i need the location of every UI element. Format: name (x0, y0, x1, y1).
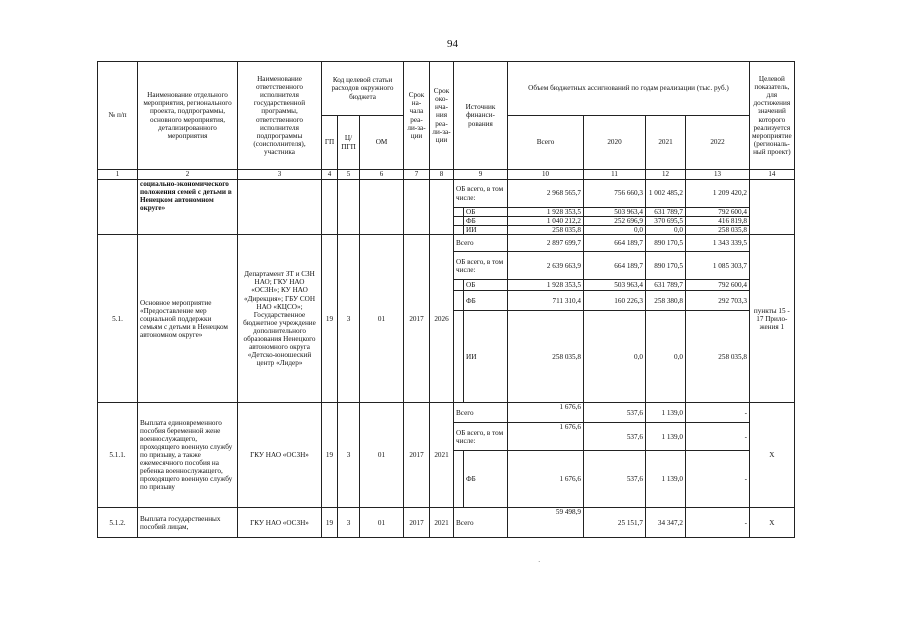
total-cell: 2 897 699,7 (508, 235, 584, 252)
y2022-cell: 1 343 339,5 (686, 235, 750, 252)
header-volume-group: Объем бюджетных ассигнований по годам реализации (тыс. руб.) (508, 62, 750, 116)
row-name: Выплата государственных пособий лицам, (138, 508, 238, 538)
y2021-cell: 890 170,5 (646, 235, 686, 252)
total-cell: 711 310,4 (508, 291, 584, 311)
header-name: Наименование отдельного мероприятия, регионального проекта, подпрограммы, основного мероприятия, детализированного мероприятия (138, 62, 238, 170)
source-cell: ОБ всего, в том числе: (454, 252, 508, 280)
header-end: Срок око-нча-ния реа-ли-за-ции (430, 62, 454, 170)
header-code-gp: ГП (322, 116, 338, 170)
y2022-cell: 1 209 420,2 (686, 180, 750, 208)
end-year: 2026 (430, 235, 454, 403)
y2022-cell: 1 085 303,7 (686, 252, 750, 280)
y2021-cell: 1 139,0 (646, 403, 686, 423)
page-number: 94 (447, 38, 458, 50)
y2020-cell: 664 189,7 (584, 235, 646, 252)
row-executor: Департамент ЗТ и СЗН НАО; ГКУ НАО «ОСЗН»; КУ НАО «Дирекция»; ГБУ СОН НАО «КЦСО»; Государственное бюджетное учреждение дополнительного образования Ненецкого автономного округа «Детско-юношеский центр «Лидер» (238, 235, 322, 403)
end-year: 2021 (430, 403, 454, 508)
y2022-cell: 792 600,4 (686, 208, 750, 217)
y2022-cell: 258 035,8 (686, 311, 750, 403)
source-cell: ФБ (464, 291, 508, 311)
row-number: 5.1. (98, 235, 138, 403)
row-name: Выплата единовременного пособия беременной жене военнослужащего, проходящего военную службу по призыву, а также ежемесячного пособия на ребенка военнослужащего, проходящего военную службу по призыву (138, 403, 238, 508)
source-cell: Всего (454, 235, 508, 252)
y2022-cell: 416 819,8 (686, 217, 750, 226)
budget-table (97, 61, 795, 538)
start-year: 2017 (404, 508, 430, 538)
y2022-cell: 292 703,3 (686, 291, 750, 311)
y2021-cell: 258 380,8 (646, 291, 686, 311)
total-cell: 258 035,8 (508, 311, 584, 403)
col-number: 12 (646, 170, 686, 180)
header-num: № п/п (98, 62, 138, 170)
row-name: социально-экономического положения семей с детьми в Ненецком автономном округе» (138, 180, 238, 235)
header-year-2020: 2020 (584, 116, 646, 170)
y2022-cell: - (686, 423, 750, 451)
y2020-cell: 756 660,3 (584, 180, 646, 208)
code-gp: 19 (322, 508, 338, 538)
total-cell: 2 968 565,7 (508, 180, 584, 208)
source-cell: ФБ (464, 451, 508, 508)
code-om: 01 (360, 403, 404, 508)
header-code-om: ОМ (360, 116, 404, 170)
table-row (98, 235, 795, 252)
total-cell: 258 035,8 (508, 226, 584, 235)
start-year: 2017 (404, 403, 430, 508)
col-number: 11 (584, 170, 646, 180)
target-cell: Х (750, 508, 795, 538)
source-cell: ОБ всего, в том числе: (454, 423, 508, 451)
total-cell: 1 928 353,5 (508, 280, 584, 291)
y2020-cell: 537,6 (584, 403, 646, 423)
y2022-cell: - (686, 508, 750, 538)
row-executor: ГКУ НАО «ОСЗН» (238, 508, 322, 538)
header-target: Целевой показатель, для достижения значений которого реализуется мероприятие (региональ-ный проект) (750, 62, 795, 170)
source-cell: ОБ (464, 280, 508, 291)
scan-mark: · (538, 558, 541, 566)
total-cell: 1 040 212,2 (508, 217, 584, 226)
header-code-group: Код целевой статьи расходов окружного бюджета (322, 62, 404, 116)
start-year: 2017 (404, 235, 430, 403)
col-number: 4 (322, 170, 338, 180)
row-executor: ГКУ НАО «ОСЗН» (238, 403, 322, 508)
code-gp: 19 (322, 403, 338, 508)
y2021-cell: 1 139,0 (646, 451, 686, 508)
table-row (98, 403, 795, 423)
col-number: 8 (430, 170, 454, 180)
total-cell: 1 928 353,5 (508, 208, 584, 217)
code-gp: 19 (322, 235, 338, 403)
y2021-cell: 631 789,7 (646, 208, 686, 217)
code-om: 01 (360, 508, 404, 538)
total-cell: 1 676,6 (508, 403, 584, 423)
y2020-cell: 0,0 (584, 311, 646, 403)
y2020-cell: 664 189,7 (584, 252, 646, 280)
total-cell: 1 676,6 (508, 423, 584, 451)
y2021-cell: 0,0 (646, 226, 686, 235)
y2021-cell: 370 695,5 (646, 217, 686, 226)
y2020-cell: 537,6 (584, 423, 646, 451)
col-number: 13 (686, 170, 750, 180)
y2021-cell: 34 347,2 (646, 508, 686, 538)
y2022-cell: - (686, 403, 750, 423)
code-pgp: 3 (338, 403, 360, 508)
header-executor: Наименование ответственного исполнителя государственной программы, ответственного исполнителя подпрограммы (соисполнителя), участника (238, 62, 322, 170)
col-number: 14 (750, 170, 795, 180)
table-row (98, 180, 795, 208)
target-cell: пункты 15 - 17 Прило-жения 1 (750, 235, 795, 403)
code-om: 01 (360, 235, 404, 403)
y2020-cell: 0,0 (584, 226, 646, 235)
header-total: Всего (508, 116, 584, 170)
source-cell: Всего (454, 403, 508, 423)
end-year: 2021 (430, 508, 454, 538)
total-cell: 2 639 663,9 (508, 252, 584, 280)
code-pgp: 3 (338, 235, 360, 403)
header-source: Источник финанси-рования (454, 62, 508, 170)
y2021-cell: 890 170,5 (646, 252, 686, 280)
source-cell: ИИ (464, 311, 508, 403)
col-number: 10 (508, 170, 584, 180)
row-number: 5.1.2. (98, 508, 138, 538)
source-cell: ФБ (464, 217, 508, 226)
col-number: 5 (338, 170, 360, 180)
y2020-cell: 160 226,3 (584, 291, 646, 311)
header-start: Срок на-чала реа-ли-за-ции (404, 62, 430, 170)
col-number: 1 (98, 170, 138, 180)
code-pgp: 3 (338, 508, 360, 538)
source-cell: ИИ (464, 226, 508, 235)
total-cell: 59 498,9 (508, 508, 584, 538)
y2022-cell: 792 600,4 (686, 280, 750, 291)
y2020-cell: 252 696,9 (584, 217, 646, 226)
source-cell: ОБ (464, 208, 508, 217)
total-cell: 1 676,6 (508, 451, 584, 508)
source-cell: ОБ всего, в том числе: (454, 180, 508, 208)
y2020-cell: 503 963,4 (584, 280, 646, 291)
y2020-cell: 25 151,7 (584, 508, 646, 538)
col-number: 9 (454, 170, 508, 180)
col-number: 7 (404, 170, 430, 180)
header-code-pgp: Ц/ ПГП (338, 116, 360, 170)
source-cell: Всего (454, 508, 508, 538)
target-cell: Х (750, 403, 795, 508)
y2022-cell: - (686, 451, 750, 508)
header-year-2021: 2021 (646, 116, 686, 170)
y2021-cell: 631 789,7 (646, 280, 686, 291)
y2021-cell: 1 002 485,2 (646, 180, 686, 208)
y2021-cell: 1 139,0 (646, 423, 686, 451)
y2022-cell: 258 035,8 (686, 226, 750, 235)
table-row (98, 508, 795, 538)
col-number: 6 (360, 170, 404, 180)
col-number: 2 (138, 170, 238, 180)
col-number: 3 (238, 170, 322, 180)
y2021-cell: 0,0 (646, 311, 686, 403)
row-name: Основное мероприятие «Предоставление мер социальной поддержки семьям с детьми в Ненецком автономном округе» (138, 235, 238, 403)
row-number: 5.1.1. (98, 403, 138, 508)
y2020-cell: 537,6 (584, 451, 646, 508)
y2020-cell: 503 963,4 (584, 208, 646, 217)
header-year-2022: 2022 (686, 116, 750, 170)
